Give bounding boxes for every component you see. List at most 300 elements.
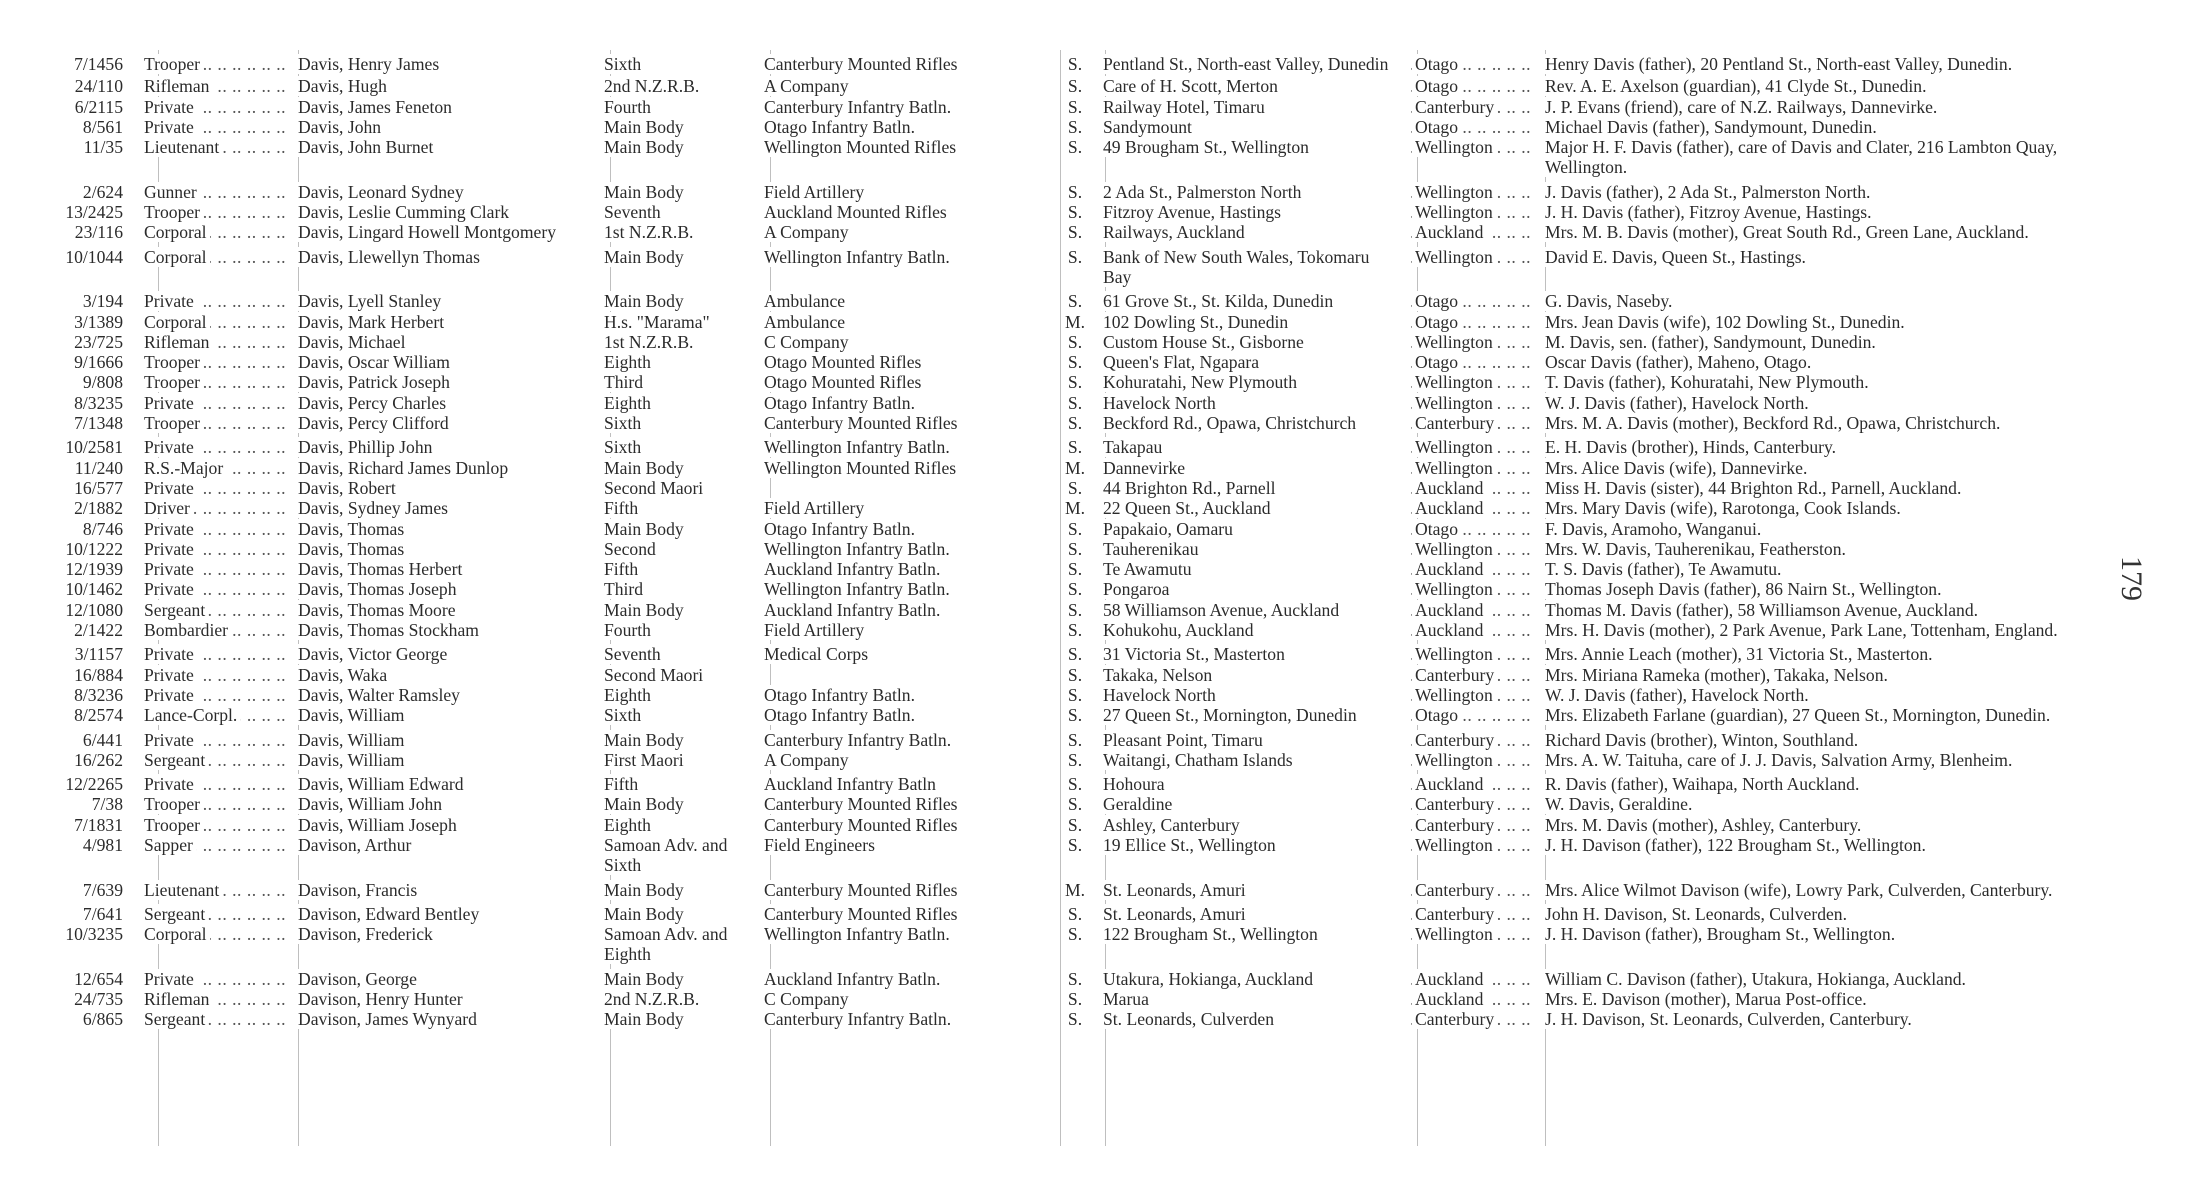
draft-text: Main Body	[604, 730, 687, 750]
number-text: 8/561	[83, 117, 126, 137]
next-of-kin	[1539, 202, 2110, 222]
name-text: Davison, James Wynyard	[298, 1009, 480, 1029]
next-of-kin-text: Mrs. M. Davis (mother), Ashley, Canterbury.	[1545, 815, 1864, 835]
district	[1411, 312, 1539, 332]
marital-text: M.	[1065, 458, 1088, 478]
district	[1411, 600, 1539, 620]
next-of-kin-text: W. J. Davis (father), Havelock North.	[1545, 685, 1812, 705]
number-text: 8/2574	[74, 705, 126, 725]
regimental-number	[50, 774, 138, 794]
soldier-name	[294, 904, 604, 924]
rank-text: Private	[144, 117, 197, 137]
roll-entry	[50, 989, 2110, 1009]
marital-text: S.	[1068, 437, 1085, 457]
unit-text: Auckland Infantry Batln.	[764, 969, 943, 989]
draft-body	[604, 312, 764, 332]
next-of-kin-text: John H. Davison, St. Leonards, Culverden.	[1545, 904, 1850, 924]
last-address	[1099, 989, 1411, 1009]
name-text: Davis, Mark Herbert	[298, 312, 447, 332]
next-of-kin	[1539, 559, 2110, 579]
unit-text: Wellington Mounted Rifles	[764, 137, 959, 157]
name-text: Davis, Thomas Stockham	[298, 620, 482, 640]
unit-text: C Company	[764, 989, 852, 1009]
district-text: Auckland	[1415, 969, 1486, 989]
next-of-kin	[1539, 372, 2110, 392]
address-text: 22 Queen St., Auckland	[1103, 498, 1274, 518]
district-text: Otago	[1415, 291, 1461, 311]
district	[1411, 644, 1539, 664]
district-text: Wellington	[1415, 924, 1496, 944]
rank-text: Private	[144, 579, 197, 599]
last-address	[1099, 794, 1411, 814]
district	[1411, 413, 1539, 433]
unit	[764, 880, 1054, 900]
marital-text: S.	[1068, 332, 1085, 352]
unit-text: Otago Infantry Batln.	[764, 393, 918, 413]
district-text: Canterbury	[1415, 904, 1497, 924]
regimental-number	[50, 332, 138, 352]
rank-text: Private	[144, 730, 197, 750]
next-of-kin	[1539, 579, 2110, 599]
next-of-kin	[1539, 685, 2110, 705]
next-of-kin-text: Mrs. Elizabeth Farlane (guardian), 27 Queen St., Mornington, Dunedin.	[1545, 705, 2053, 725]
soldier-name	[294, 413, 604, 433]
marital-text: S.	[1068, 989, 1085, 1009]
rank-text: Gunner	[144, 182, 200, 202]
regimental-number	[50, 498, 138, 518]
last-address	[1099, 372, 1411, 392]
soldier-name	[294, 620, 604, 640]
unit	[764, 730, 1054, 750]
unit	[764, 76, 1054, 96]
draft-body	[604, 904, 764, 924]
rank	[138, 519, 294, 539]
last-address	[1099, 437, 1411, 457]
draft-text: Main Body	[604, 247, 687, 267]
soldier-name	[294, 117, 604, 137]
draft-text: Main Body	[604, 137, 687, 157]
address-text: Utakura, Hokianga, Auckland	[1103, 969, 1316, 989]
district	[1411, 620, 1539, 640]
marital-status	[1054, 1009, 1099, 1029]
regimental-number	[50, 539, 138, 559]
roll-entry	[50, 222, 2110, 242]
roll-entry	[50, 665, 2110, 685]
last-address	[1099, 880, 1411, 900]
address-text: St. Leonards, Amuri	[1103, 880, 1249, 900]
draft-body	[604, 644, 764, 664]
regimental-number	[50, 644, 138, 664]
draft-body	[604, 924, 764, 965]
marital-status	[1054, 774, 1099, 794]
marital-text: S.	[1068, 750, 1085, 770]
last-address	[1099, 97, 1411, 117]
marital-status	[1054, 182, 1099, 202]
next-of-kin	[1539, 117, 2110, 137]
draft-body	[604, 247, 764, 288]
last-address	[1099, 76, 1411, 96]
next-of-kin-text: M. Davis, sen. (father), Sandymount, Dunedin.	[1545, 332, 1879, 352]
unit	[764, 117, 1054, 137]
marital-text: S.	[1068, 352, 1085, 372]
marital-text: S.	[1068, 539, 1085, 559]
roll-entry	[50, 202, 2110, 222]
unit-text: Wellington Infantry Batln.	[764, 437, 953, 457]
last-address	[1099, 458, 1411, 478]
marital-status	[1054, 559, 1099, 579]
soldier-name	[294, 559, 604, 579]
address-text: 49 Brougham St., Wellington	[1103, 137, 1312, 157]
draft-text: Main Body	[604, 969, 687, 989]
soldier-name	[294, 519, 604, 539]
last-address	[1099, 904, 1411, 924]
soldier-name	[294, 332, 604, 352]
last-address	[1099, 579, 1411, 599]
name-text: Davis, Lyell Stanley	[298, 291, 444, 311]
unit-text: Canterbury Mounted Rifles	[764, 904, 961, 924]
rank	[138, 478, 294, 498]
marital-text: S.	[1068, 705, 1085, 725]
marital-status	[1054, 117, 1099, 137]
name-text: Davis, Phillip John	[298, 437, 435, 457]
marital-status	[1054, 969, 1099, 989]
district-text: Wellington	[1415, 579, 1496, 599]
district	[1411, 904, 1539, 924]
next-of-kin	[1539, 413, 2110, 433]
marital-status	[1054, 352, 1099, 372]
next-of-kin-text: Richard Davis (brother), Winton, Southland.	[1545, 730, 1861, 750]
regimental-number	[50, 519, 138, 539]
draft-body	[604, 794, 764, 814]
draft-text: Samoan Adv. and Sixth	[604, 834, 728, 876]
district-text: Auckland	[1415, 498, 1486, 518]
roll-entry	[50, 969, 2110, 989]
next-of-kin-text: Mrs. Alice Wilmot Davison (wife), Lowry Park, Culverden, Canterbury.	[1545, 880, 2055, 900]
draft-body	[604, 393, 764, 413]
unit-text: Canterbury Mounted Rifles	[764, 54, 961, 74]
rank	[138, 393, 294, 413]
number-text: 2/624	[83, 182, 126, 202]
unit	[764, 372, 1054, 392]
next-of-kin	[1539, 705, 2110, 725]
address-text: 122 Brougham St., Wellington	[1103, 924, 1321, 944]
number-text: 16/262	[74, 750, 126, 770]
district-text: Wellington	[1415, 458, 1496, 478]
regimental-number	[50, 97, 138, 117]
rank	[138, 539, 294, 559]
draft-body	[604, 730, 764, 750]
number-text: 16/884	[74, 665, 126, 685]
district-text: Wellington	[1415, 372, 1496, 392]
name-text: Davison, Arthur	[298, 835, 414, 855]
draft-text: Sixth	[604, 437, 644, 457]
draft-text: Main Body	[604, 880, 687, 900]
next-of-kin-text: Mrs. A. W. Taituha, care of J. J. Davis, Salvation Army, Blenheim.	[1545, 750, 2015, 770]
address-text: Ashley, Canterbury	[1103, 815, 1243, 835]
district	[1411, 705, 1539, 725]
district-text: Canterbury	[1415, 880, 1497, 900]
rank-text: Sergeant	[144, 1009, 208, 1029]
marital-status	[1054, 332, 1099, 352]
unit-text: Medical Corps	[764, 644, 871, 664]
draft-text: Seventh	[604, 644, 664, 664]
last-address	[1099, 924, 1411, 965]
unit	[764, 393, 1054, 413]
rank-text: Trooper	[144, 413, 203, 433]
district	[1411, 458, 1539, 478]
number-text: 6/865	[83, 1009, 126, 1029]
district-text: Canterbury	[1415, 815, 1497, 835]
address-text: St. Leonards, Amuri	[1103, 904, 1249, 924]
district-text: Auckland	[1415, 222, 1486, 242]
marital-text: S.	[1068, 117, 1085, 137]
name-text: Davis, Robert	[298, 478, 399, 498]
last-address	[1099, 413, 1411, 433]
unit	[764, 202, 1054, 222]
district-text: Wellington	[1415, 835, 1496, 855]
regimental-number	[50, 1009, 138, 1029]
rank	[138, 498, 294, 518]
rank	[138, 750, 294, 770]
marital-status	[1054, 413, 1099, 433]
regimental-number	[50, 437, 138, 457]
soldier-name	[294, 774, 604, 794]
soldier-name	[294, 222, 604, 242]
district	[1411, 372, 1539, 392]
district	[1411, 478, 1539, 498]
unit	[764, 312, 1054, 332]
address-text: Beckford Rd., Opawa, Christchurch	[1103, 413, 1359, 433]
district	[1411, 969, 1539, 989]
next-of-kin	[1539, 97, 2110, 117]
unit	[764, 478, 1054, 498]
roll-entry	[50, 372, 2110, 392]
district	[1411, 202, 1539, 222]
soldier-name	[294, 291, 604, 311]
rank-text: Lieutenant	[144, 137, 222, 157]
address-text: Havelock North	[1103, 685, 1219, 705]
district-text: Auckland	[1415, 600, 1486, 620]
address-text: Pleasant Point, Timaru	[1103, 730, 1266, 750]
last-address	[1099, 393, 1411, 413]
unit-text: Otago Infantry Batln.	[764, 705, 918, 725]
draft-text: Main Body	[604, 117, 687, 137]
marital-text: S.	[1068, 372, 1085, 392]
address-text: Takaka, Nelson	[1103, 665, 1215, 685]
rank	[138, 730, 294, 750]
marital-text: M.	[1065, 498, 1088, 518]
regimental-number	[50, 458, 138, 478]
regimental-number	[50, 247, 138, 288]
draft-body	[604, 539, 764, 559]
unit-text: Canterbury Infantry Batln.	[764, 730, 954, 750]
name-text: Davis, Oscar William	[298, 352, 453, 372]
draft-text: Eighth	[604, 393, 654, 413]
roll-entry	[50, 54, 2110, 74]
draft-text: Second	[604, 539, 659, 559]
soldier-name	[294, 458, 604, 478]
unit	[764, 519, 1054, 539]
last-address	[1099, 665, 1411, 685]
soldier-name	[294, 730, 604, 750]
draft-text: Second Maori	[604, 478, 706, 498]
district-text: Otago	[1415, 117, 1461, 137]
address-text: Havelock North	[1103, 393, 1219, 413]
address-text: Railway Hotel, Timaru	[1103, 97, 1268, 117]
next-of-kin-text: F. Davis, Aramoho, Wanganui.	[1545, 519, 1764, 539]
regimental-number	[50, 352, 138, 372]
name-text: Davis, William	[298, 730, 407, 750]
last-address	[1099, 539, 1411, 559]
address-text: Hohoura	[1103, 774, 1168, 794]
unit-text: A Company	[764, 222, 852, 242]
district-text: Auckland	[1415, 620, 1486, 640]
marital-text: S.	[1068, 620, 1085, 640]
number-text: 8/746	[83, 519, 126, 539]
unit	[764, 644, 1054, 664]
address-text: Pongaroa	[1103, 579, 1172, 599]
next-of-kin-text: Thomas M. Davis (father), 58 Williamson Avenue, Auckland.	[1545, 600, 1981, 620]
unit-text: Canterbury Mounted Rifles	[764, 815, 961, 835]
district-text: Wellington	[1415, 137, 1496, 157]
marital-text: S.	[1068, 969, 1085, 989]
next-of-kin	[1539, 969, 2110, 989]
soldier-name	[294, 76, 604, 96]
unit	[764, 969, 1054, 989]
next-of-kin	[1539, 137, 2110, 178]
district-text: Auckland	[1415, 774, 1486, 794]
district	[1411, 222, 1539, 242]
regimental-number	[50, 291, 138, 311]
last-address	[1099, 222, 1411, 242]
district	[1411, 730, 1539, 750]
roll-entry	[50, 182, 2110, 202]
rank	[138, 352, 294, 372]
marital-text: S.	[1068, 291, 1085, 311]
rank-text: R.S.-Major	[144, 458, 226, 478]
unit	[764, 665, 1054, 685]
regimental-number	[50, 117, 138, 137]
rank-text: Lieutenant	[144, 880, 222, 900]
address-text: Care of H. Scott, Merton	[1103, 76, 1281, 96]
district	[1411, 291, 1539, 311]
name-text: Davison, Francis	[298, 880, 420, 900]
rank-text: Private	[144, 478, 197, 498]
draft-text: 2nd N.Z.R.B.	[604, 989, 702, 1009]
number-text: 2/1882	[74, 498, 126, 518]
unit-text	[764, 478, 767, 498]
district-text: Wellington	[1415, 182, 1496, 202]
rank	[138, 924, 294, 965]
roll-entry	[50, 600, 2110, 620]
regimental-number	[50, 989, 138, 1009]
marital-text: S.	[1068, 730, 1085, 750]
address-text: Bank of New South Wales, Tokomaru Bay	[1103, 246, 1370, 287]
district	[1411, 393, 1539, 413]
roll-entry	[50, 437, 2110, 457]
unit-text: Otago Infantry Batln.	[764, 117, 918, 137]
next-of-kin	[1539, 54, 2110, 74]
next-of-kin-text: J. Davis (father), 2 Ada St., Palmerston North.	[1545, 182, 1873, 202]
rank-text: Corporal	[144, 247, 210, 267]
draft-text: Eighth	[604, 815, 654, 835]
regimental-number	[50, 137, 138, 178]
district-text: Otago	[1415, 519, 1461, 539]
rank	[138, 904, 294, 924]
draft-body	[604, 291, 764, 311]
district	[1411, 519, 1539, 539]
draft-text: Samoan Adv. and Eighth	[604, 924, 728, 965]
next-of-kin	[1539, 730, 2110, 750]
next-of-kin	[1539, 247, 2110, 288]
unit-text: Field Engineers	[764, 835, 878, 855]
next-of-kin-text: Mrs. Mary Davis (wife), Rarotonga, Cook Islands.	[1545, 498, 1904, 518]
last-address	[1099, 835, 1411, 876]
roll-entry	[50, 750, 2110, 770]
draft-text: Sixth	[604, 705, 644, 725]
last-address	[1099, 559, 1411, 579]
regimental-number	[50, 54, 138, 74]
next-of-kin	[1539, 222, 2110, 242]
unit-text: A Company	[764, 76, 852, 96]
next-of-kin	[1539, 880, 2110, 900]
draft-text: Fifth	[604, 498, 641, 518]
unit	[764, 413, 1054, 433]
unit-text: Canterbury Mounted Rifles	[764, 413, 961, 433]
soldier-name	[294, 393, 604, 413]
number-text: 7/1348	[74, 413, 126, 433]
rank-text: Private	[144, 291, 197, 311]
roll-entry	[50, 880, 2110, 900]
soldier-name	[294, 97, 604, 117]
draft-text: Main Body	[604, 458, 687, 478]
district	[1411, 97, 1539, 117]
draft-body	[604, 352, 764, 372]
last-address	[1099, 815, 1411, 835]
draft-text: H.s. "Marama"	[604, 312, 713, 332]
rank-text: Corporal	[144, 924, 210, 944]
regimental-number	[50, 202, 138, 222]
soldier-name	[294, 794, 604, 814]
address-text: 61 Grove St., St. Kilda, Dunedin	[1103, 291, 1336, 311]
address-text: Takapau	[1103, 437, 1165, 457]
rank-text: Private	[144, 437, 197, 457]
next-of-kin-text: J. H. Davison, St. Leonards, Culverden, Canterbury.	[1545, 1009, 1915, 1029]
number-text: 13/2425	[65, 202, 126, 222]
name-text: Davis, Hugh	[298, 76, 390, 96]
rank	[138, 202, 294, 222]
district-text: Canterbury	[1415, 794, 1497, 814]
rank-text: Bombardier	[144, 620, 231, 640]
regimental-number	[50, 880, 138, 900]
marital-status	[1054, 794, 1099, 814]
unit-text: Otago Mounted Rifles	[764, 352, 924, 372]
next-of-kin	[1539, 291, 2110, 311]
next-of-kin-text: J. P. Evans (friend), care of N.Z. Railways, Dannevirke.	[1545, 97, 1940, 117]
name-text: Davis, Thomas Moore	[298, 600, 459, 620]
marital-status	[1054, 458, 1099, 478]
next-of-kin-text: Henry Davis (father), 20 Pentland St., North-east Valley, Dunedin.	[1545, 54, 2015, 74]
name-text: Davis, Thomas Joseph	[298, 579, 460, 599]
number-text: 9/808	[83, 372, 126, 392]
unit-text: Auckland Infantry Batln.	[764, 559, 943, 579]
soldier-name	[294, 924, 604, 965]
draft-body	[604, 1009, 764, 1029]
rank-text: Private	[144, 665, 197, 685]
marital-text: M.	[1065, 312, 1088, 332]
soldier-name	[294, 579, 604, 599]
district-text: Wellington	[1415, 750, 1496, 770]
